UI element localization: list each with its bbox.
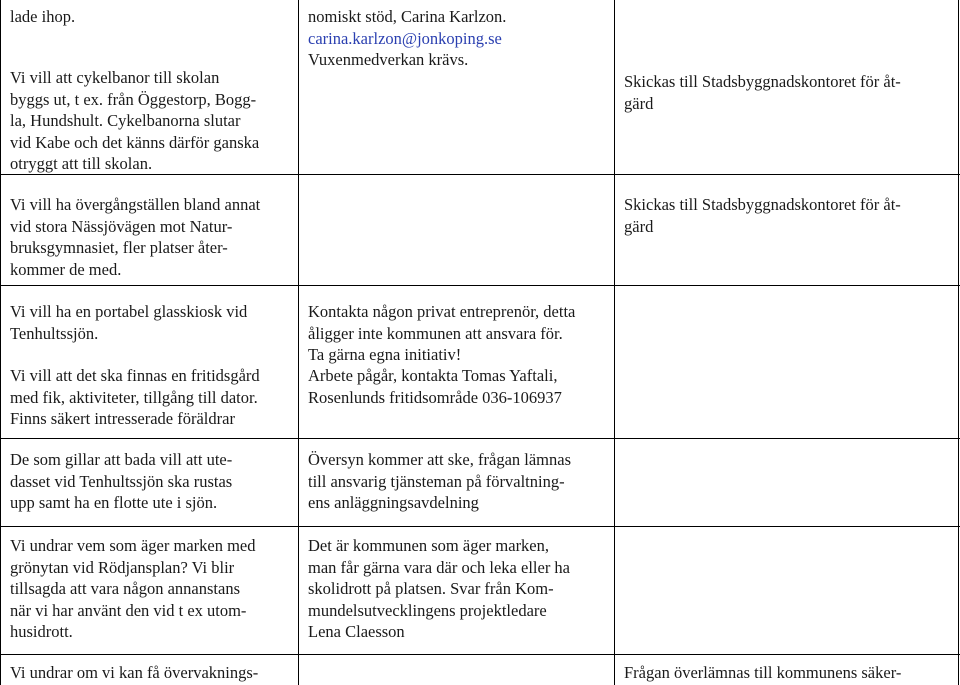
row-0-answer: [308, 6, 608, 71]
row-divider-2: [0, 285, 960, 286]
row-1-action-line-1: Skickas till Stadsbyggnadskontoret för åt-: [624, 72, 901, 91]
column-divider-2: [614, 0, 615, 685]
row-5-question-line-1: Vi undrar vem som äger marken med: [10, 536, 256, 555]
row-2-question-line-2: vid stora Nässjövägen mot Natur-: [10, 216, 233, 236]
table-border-right: [958, 0, 959, 685]
row-6-question-line-1: Vi undrar om vi kan få övervaknings-: [10, 663, 259, 682]
row-divider-4: [0, 526, 960, 527]
row-5-answer-line-5: Lena Claesson: [308, 622, 405, 641]
row-5-answer-line-3: skolidrott på platsen. Svar från Kom-: [308, 579, 554, 598]
row-5-question: [10, 535, 300, 643]
row-2-action-line-2: gärd: [624, 216, 654, 236]
row-0-answer-line-3: Vuxenmedverkan krävs.: [308, 50, 469, 69]
row-divider-5: [0, 654, 960, 655]
row-5-question-line-5: husidrott.: [10, 622, 73, 641]
row-3a-answer-line-3: Ta gärna egna initiativ!: [308, 345, 462, 364]
row-1-question: [10, 67, 300, 175]
row-3a-answer-line-1: Kontakta någon privat entreprenör, detta: [308, 302, 576, 321]
row-4-answer-line-1: Översyn kommer att ske, frågan lämnas: [308, 450, 572, 469]
row-5-answer: [308, 535, 608, 643]
row-4-question-line-2: dasset vid Tenhultssjön ska rustas: [10, 471, 233, 491]
row-4-question-line-3: upp samt ha en flotte ute i sjön.: [10, 493, 218, 512]
email-link[interactable]: carina.karlzon@jonkoping.se: [308, 28, 502, 48]
row-4-answer-line-2: till ansvarig tjänsteman på förvaltning-: [308, 471, 565, 491]
row-0-question: [10, 6, 300, 28]
row-3b-answer-line-1: Arbete pågår, kontakta Tomas Yaftali,: [308, 366, 558, 385]
row-6-action-line-1: Frågan överlämnas till kommunens säker-: [624, 663, 902, 682]
row-3a-answer-line-2: åligger inte kommunen att ansvara för.: [308, 323, 563, 343]
row-1-question-line-3: la, Hundshult. Cykelbanorna slutar: [10, 111, 241, 130]
row-4-answer-line-3: ens anläggningsavdelning: [308, 493, 479, 512]
row-5-question-line-2: grönytan vid Rödjansplan? Vi blir: [10, 557, 235, 577]
row-1-question-line-2: byggs ut, t ex. från Öggestorp, Bogg-: [10, 89, 257, 109]
row-5-question-line-3: tillsagda att vara någon annanstans: [10, 579, 241, 598]
row-5-question-line-4: när vi har använt den vid t ex utom-: [10, 600, 247, 620]
row-2-question-line-3: bruksgymnasiet, fler platser åter-: [10, 238, 228, 257]
row-3-question-b: [10, 365, 300, 430]
row-1-question-line-5: otryggt att till skolan.: [10, 154, 153, 173]
row-3b-question-line-2: med fik, aktiviteter, tillgång till dator.: [10, 387, 258, 407]
row-1-question-line-4: vid Kabe och det känns därför ganska: [10, 132, 260, 152]
row-divider-3: [0, 438, 960, 439]
row-5-answer-line-1: Det är kommunen som äger marken,: [308, 536, 550, 555]
row-6-action: [624, 662, 944, 684]
row-0-question-line-1: lade ihop.: [10, 7, 76, 26]
row-3b-question-line-1: Vi vill att det ska finnas en fritidsgård: [10, 366, 260, 385]
row-2-question-line-1: Vi vill ha övergångställen bland annat: [10, 195, 261, 214]
row-0-answer-line-1: nomiskt stöd, Carina Karlzon.: [308, 7, 507, 26]
row-3-answer-b: [308, 365, 608, 408]
row-2-action: [624, 194, 944, 237]
row-1-question-line-1: Vi vill att cykelbanor till skolan: [10, 68, 220, 87]
row-4-question: [10, 449, 300, 514]
row-1-action-line-2: gärd: [624, 93, 654, 113]
row-3a-question-line-2: Tenhultssjön.: [10, 323, 99, 343]
row-3a-question-line-1: Vi vill ha en portabel glasskiosk vid: [10, 302, 248, 321]
row-3b-question-line-3: Finns säkert intresserade föräldrar: [10, 409, 235, 428]
row-4-answer: [308, 449, 608, 514]
row-5-answer-line-2: man får gärna vara där och leka eller ha: [308, 557, 571, 577]
row-3-answer-a: [308, 301, 608, 366]
row-5-answer-line-4: mundelsutvecklingens projektledare: [308, 600, 547, 620]
row-6-question: [10, 662, 300, 684]
row-4-question-line-1: De som gillar att bada vill att ute-: [10, 450, 233, 469]
row-2-action-line-1: Skickas till Stadsbyggnadskontoret för åt-: [624, 195, 901, 214]
row-3-question-a: [10, 301, 300, 344]
row-1-action: [624, 71, 944, 114]
row-3b-answer-line-2: Rosenlunds fritidsområde 036-106937: [308, 387, 562, 407]
row-2-question-line-4: kommer de med.: [10, 259, 122, 279]
row-2-question: [10, 194, 300, 280]
table-border-left: [0, 0, 1, 685]
